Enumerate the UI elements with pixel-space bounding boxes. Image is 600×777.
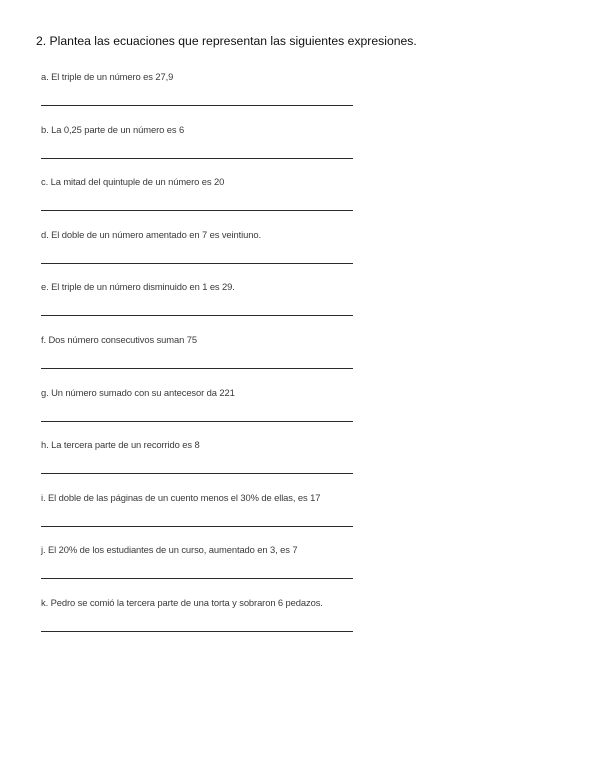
exercise-prompt: d. El doble de un número amentado en 7 es veintiuno. bbox=[41, 228, 261, 240]
exercise-prompt: h. La tercera parte de un recorrido es 8 bbox=[41, 439, 200, 451]
exercise-prompt: f. Dos número consecutivos suman 75 bbox=[41, 333, 197, 345]
answer-line bbox=[41, 263, 353, 264]
exercise-item-h bbox=[41, 439, 361, 492]
answer-line bbox=[41, 210, 353, 211]
exercise-item-d bbox=[41, 229, 361, 282]
answer-line bbox=[41, 315, 353, 316]
exercise-prompt: b. La 0,25 parte de un número es 6 bbox=[41, 123, 185, 135]
exercise-item-i bbox=[41, 492, 361, 545]
exercise-item-f bbox=[41, 334, 361, 387]
answer-line bbox=[41, 368, 353, 369]
answer-line bbox=[41, 473, 353, 474]
exercise-prompt: k. Pedro se comió la tercera parte de una torta y sobraron 6 pedazos. bbox=[41, 596, 323, 608]
exercise-prompt: g. Un número sumado con su antecesor da 221 bbox=[41, 386, 235, 398]
answer-line bbox=[41, 526, 353, 527]
answer-line bbox=[41, 105, 353, 106]
exercise-list bbox=[41, 71, 361, 650]
exercise-heading: 2. Plantea las ecuaciones que representan las siguientes expresiones. bbox=[36, 34, 417, 48]
answer-line bbox=[41, 158, 353, 159]
exercise-prompt: c. La mitad del quintuple de un número es 20 bbox=[41, 176, 225, 188]
exercise-item-a bbox=[41, 71, 361, 124]
exercise-prompt: e. El triple de un número disminuido en 1 es 29. bbox=[41, 281, 235, 293]
answer-line bbox=[41, 421, 353, 422]
exercise-prompt: a. El triple de un número es 27,9 bbox=[41, 71, 174, 82]
answer-line bbox=[41, 578, 353, 579]
exercise-item-e bbox=[41, 281, 361, 334]
exercise-prompt: j. El 20% de los estudiantes de un curso, aumentado en 3, es 7 bbox=[41, 544, 298, 556]
exercise-item-k bbox=[41, 597, 361, 650]
exercise-item-g bbox=[41, 387, 361, 440]
exercise-item-j bbox=[41, 544, 361, 597]
answer-line bbox=[41, 631, 353, 632]
exercise-item-b bbox=[41, 124, 361, 177]
exercise-prompt: i. El doble de las páginas de un cuento menos el 30% de ellas, es 17 bbox=[41, 491, 321, 503]
exercise-item-c bbox=[41, 176, 361, 229]
